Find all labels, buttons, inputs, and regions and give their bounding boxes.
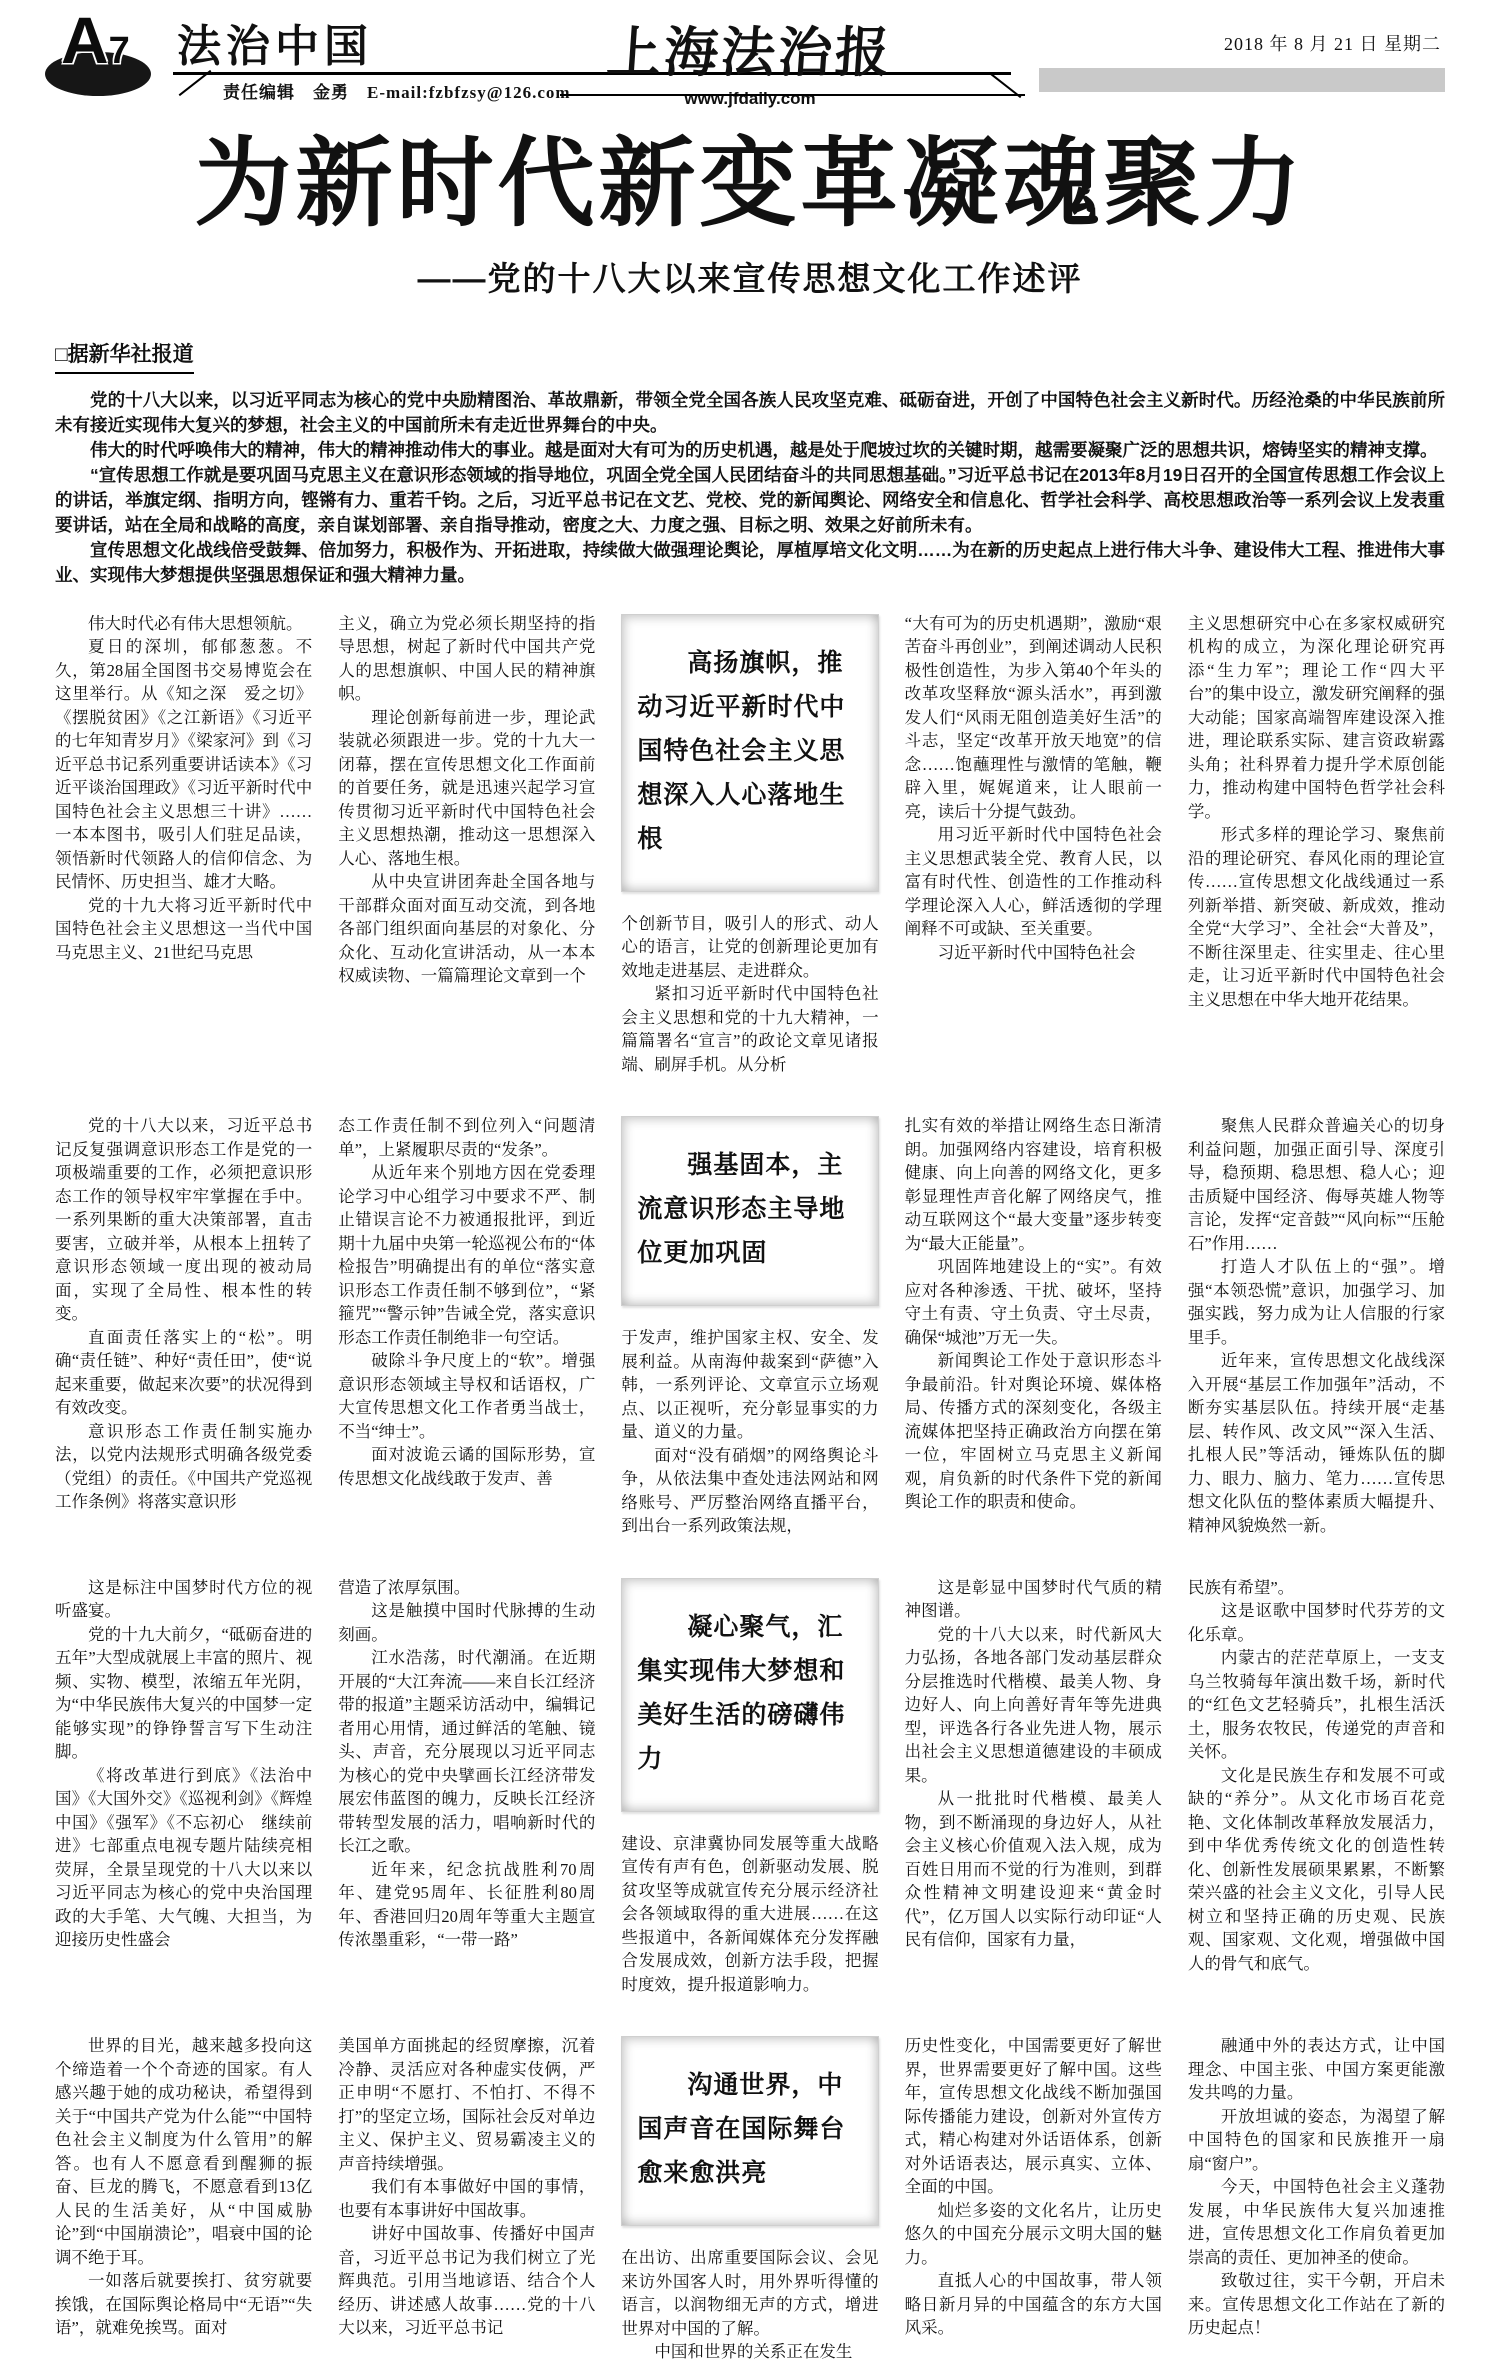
- body-paragraph: 江水浩荡，时代潮涌。在近期开展的“大江奔流——来自长江经济带的报道”主题采访活动中，编辑记者用心用情，通过鲜活的笔触、镜头、声音，充分展现以习近平同志为核心的党中央擘画长江经济带发展宏伟蓝图的魄力，反映长江经济带转型发展的活力，唱响新时代的长江之歌。: [338, 1648, 596, 1856]
- section-band: [55, 2034, 1445, 2364]
- masthead-rule: [560, 94, 1025, 96]
- body-paragraph: 中国和世界的关系正在发生: [654, 2342, 853, 2362]
- date-line: 2018 年 8 月 21 日 星期二: [1224, 34, 1441, 54]
- body-paragraph: 营造了浓厚氛围。: [338, 1577, 471, 1597]
- body-paragraph: 党的十八大以来，习近平总书记反复强调意识形态工作是党的一项极端重要的工作，必须把意识形态工作的领导权牢牢掌握在手中。一系列果断的重大决策部署，直击要害，立破并举，从根本上扭转了意识形态领域一度出现的被动局面，实现了全局性、根本性的转变。: [55, 1116, 313, 1324]
- body-paragraph: 用习近平新时代中国特色社会主义思想武装全党、教育人民，以富有时代性、创造性的工作推动科学理论深入人心，鲜活透彻的学理阐释不可或缺、至关重要。: [904, 825, 1162, 939]
- page-number: A7: [61, 3, 130, 77]
- column: [1188, 1114, 1445, 1538]
- news-source-label: □据新华社报道: [55, 338, 194, 374]
- source-wrap: [55, 338, 1445, 374]
- body-paragraph: 面对波诡云谲的国际形势，宣传思想文化战线敢于发声、善: [338, 1445, 596, 1488]
- lead-paragraph: “宣传思想工作就是要巩固马克思主义在意识形态领域的指导地位，巩固全党全国人民团结奋斗的共同思想基础。”习近平总书记在2013年8月19日召开的全国宣传思想工作会议上的讲话，举旗定纲、指明方向，铿锵有力、重若千钧。之后，习近平总书记在文艺、党校、党的新闻舆论、网络安全和信息化、哲学社会科学、高校思想政治等一系列会议上发表重要讲话，站在全局和战略的高度，亲自谋划部署、亲自指导推动，密度之大、力度之强、目标之明、效果之好前所未有。: [55, 464, 1445, 535]
- column: [621, 1114, 878, 1538]
- body-paragraph: 美国单方面挑起的经贸摩擦，沉着冷静、灵活应对各种虚实伎俩，严正申明“不愿打、不怕打、不得不打”的坚定立场，国际社会反对单边主义、保护主义、贸易霸凌主义的声音持续增强。: [338, 2036, 596, 2173]
- body-paragraph: 形式多样的理论学习、聚焦前沿的理论研究、春风化雨的理论宣传……宣传思想文化战线通过一系列新举措、新突破、新成效，推动全党“大学习”、全社会“大普及”，不断往深里走、往实里走、往心里走，让习近平新时代中国特色社会主义思想在中华大地开花结果。: [1187, 825, 1446, 1009]
- section-band: [55, 1576, 1445, 1997]
- body-paragraph: 灿烂多姿的文化名片，让历史悠久的中国充分展示文明大国的魅力。: [904, 2200, 1162, 2267]
- column: [338, 1114, 595, 1538]
- body-paragraph: 一如落后就要挨打、贫穷就要挨饿，在国际舆论格局中“无语”“失语”，就难免挨骂。面对: [55, 2271, 313, 2338]
- body-paragraph: 党的十九大将习近平新时代中国特色社会主义思想这一当代中国马克思主义、21世纪马克思: [55, 895, 313, 962]
- column: [1188, 1576, 1445, 1997]
- column: [905, 1114, 1162, 1538]
- section-heading-box: [621, 1578, 878, 1812]
- body-paragraph: 历史性变化，中国需要更好了解世界，世界需要更好了解中国。这些年，宣传思想文化战线不断加强国际传播能力建设，创新对外宣传方式，精心构建对外话语体系，创新对外话语表达，展示真实、立体、全面的中国。: [904, 2036, 1162, 2197]
- main-headline: 为新时代新变革凝魂聚力: [194, 129, 1306, 238]
- lead-paragraph: 党的十八大以来，以习近平同志为核心的党中央励精图治、革故鼎新，带领全党全国各族人民攻坚克难、砥砺奋进，开创了中国特色社会主义新时代。历经沧桑的中华民族前所未有接近实现伟大复兴的梦想，社会主义的中国前所未有走近世界舞台的中央。: [55, 389, 1445, 435]
- body-paragraph: 这是触摸中国时代脉搏的生动刻画。: [338, 1601, 596, 1644]
- body-paragraph: 这是彰显中国梦时代气质的精神图谱。: [904, 1577, 1162, 1621]
- page-header: [55, 3, 1445, 108]
- body-paragraph: 于发声，维护国家主权、安全、发展利益。从南海仲裁案到“萨德”入韩，一系列评论、文章宣示立场观点、以正视听，充分彰显事实的力量、道义的力量。: [621, 1328, 879, 1442]
- body-paragraph: 在出访、出席重要国际会议、会见来访外国客人时，用外界听得懂的语言，以润物细无声的方式，增进世界对中国的了解。: [621, 2248, 879, 2338]
- column: [338, 2034, 595, 2364]
- body-paragraph: 世界的目光，越来越多投向这个缔造着一个个奇迹的国家。有人感兴趣于她的成功秘诀，希望得到关于“中国共产党为什么能”“中国特色社会主义制度为什么管用”的解答。也有人不愿意看到醒狮的振奋、巨龙的腾飞，不愿意看到13亿人民的生活美好，从“中国威胁论”到“中国崩溃论”，唱衰中国的论调不绝于耳。: [55, 2036, 313, 2267]
- body-paragraph: 从近年来个别地方因在党委理论学习中心组学习中要求不严、制止错误言论不力被通报批评，到近期十九届中央第一轮巡视公布的“体检报告”明确提出有的单位“落实意识形态工作责任制不够到位”，“紧箍咒”“警示钟”告诫全党，落实意识形态工作责任制绝非一句空话。: [338, 1163, 596, 1347]
- body-paragraph: 今天，中国特色社会主义蓬勃发展，中华民族伟大复兴加速推进，宣传思想文化工作肩负着更加崇高的责任、更加神圣的使命。: [1187, 2177, 1446, 2267]
- lead-block: [55, 388, 1445, 588]
- body-paragraph: 主义，确立为党必须长期坚持的指导思想，树起了新时代中国共产党人的思想旗帜、中国人民的精神旗帜。: [338, 613, 596, 704]
- body-paragraph: 面对“没有硝烟”的网络舆论斗争，从依法集中查处违法网站和网络账号、严厉整治网络直播平台，到出台一系列政策法规，: [621, 1445, 879, 1536]
- body-paragraph: 从一批批时代楷模、最美人物，到不断涌现的身边好人，从社会主义核心价值观入法入规，成为百姓日用而不觉的行为准则，到群众性精神文明建设迎来“黄金时代”，亿万国人以实际行动印证“人民有信仰，国家有力量，: [904, 1789, 1162, 1950]
- body-paragraph: 从中央宣讲团奔赴全国各地与干部群众面对面互动交流，到各地各部门组织面向基层的对象化、分众化、互动化宣讲活动，从一本本权威读物、一篇篇理论文章到一个: [338, 872, 596, 986]
- section-heading: 沟通世界，中国声音在国际舞台愈来愈洪亮: [637, 2071, 846, 2188]
- body-paragraph: 内蒙古的茫茫草原上，一支支乌兰牧骑每年演出数千场，新时代的“红色文艺轻骑兵”，扎根生活沃土，服务农牧民，传递党的声音和关怀。: [1187, 1648, 1446, 1762]
- page-number-badge: [45, 3, 157, 98]
- column: [1188, 2034, 1445, 2364]
- section-heading: 凝心聚气，汇集实现伟大梦想和美好生活的磅礴伟力: [637, 1612, 846, 1773]
- body-paragraph: 紧扣习近平新时代中国特色社会主义思想和党的十九大精神，一篇篇署名“宣言”的政论文章见诸报端、刷屏手机。从分析: [621, 984, 879, 1074]
- section-title: 法治中国: [177, 22, 373, 71]
- body-paragraph: 聚焦人民群众普遍关心的切身利益问题，加强正面引导、深度引导，稳预期、稳思想、稳人心；迎击质疑中国经济、侮辱英雄人物等言论，发挥“定音鼓”“风向标”“压舱石”作用……: [1187, 1116, 1446, 1253]
- body-paragraph: 开放坦诚的姿态，为渴望了解中国特色的国家和民族推开一扇扇“窗户”。: [1187, 2106, 1446, 2173]
- lead-paragraph: 伟大的时代呼唤伟大的精神，伟大的精神推动伟大的事业。越是面对大有可为的历史机遇，越是处于爬坡过坎的关键时期，越需要凝聚广泛的思想共识，熔铸坚实的精神支撑。: [90, 439, 1438, 460]
- column: [621, 1576, 878, 1997]
- body-paragraph: 打造人才队伍上的“强”。增强“本领恐慌”意识，加强学习、加强实践，努力成为让人信服的行家里手。: [1187, 1257, 1446, 1347]
- sub-headline: ——党的十八大以来宣传思想文化工作述评: [417, 259, 1083, 297]
- body-paragraph: 习近平新时代中国特色社会: [937, 942, 1136, 962]
- body-paragraph: 这是讴歌中国梦时代芬芳的文化乐章。: [1187, 1601, 1446, 1644]
- body-paragraph: 我们有本事做好中国的事情，也要有本事讲好中国故事。: [338, 2177, 596, 2220]
- column: [55, 612, 312, 1077]
- body-paragraph: 扎实有效的举措让网络生态日渐清朗。加强网络内容建设，培育积极健康、向上向善的网络文化，更多彰显理性声音化解了网络戾气，推动互联网这个“最大变量”逐步转变为“最大正能量”。: [904, 1116, 1162, 1253]
- body-paragraph: 致敬过往，实干今朝，开启未来。宣传思想文化工作站在了新的历史起点！: [1187, 2271, 1446, 2338]
- column: [338, 612, 595, 1077]
- column: [621, 612, 878, 1077]
- section-heading: 强基固本，主流意识形态主导地位更加巩固: [637, 1151, 846, 1268]
- body-paragraph: 这是标注中国梦时代方位的视听盛宴。: [55, 1577, 313, 1621]
- article-body: [55, 612, 1445, 2364]
- body-paragraph: 主义思想研究中心在多家权威研究机构的成立，为深化理论研究再添“生力军”；理论工作“四大平台”的集中设立，激发研究阐释的强大动能；国家高端智库建设深入推进，理论联系实际、建言资政崭露头角；社科界着力提升学术原创能力，推动构建中国特色哲学社会科学。: [1187, 613, 1446, 821]
- column: [905, 1576, 1162, 1997]
- column: [905, 2034, 1162, 2364]
- body-paragraph: 《将改革进行到底》《法治中国》《大国外交》《巡视利剑》《辉煌中国》《强军》《不忘初心 继续前进》七部重点电视专题片陆续亮相荧屏，全景呈现党的十八大以来以习近平同志为核心的党中央治国理政的大手笔、大气魄、大担当，为迎接历史性盛会: [55, 1765, 313, 1950]
- body-paragraph: 夏日的深圳，郁郁葱葱。不久，第28届全国图书交易博览会在这里举行。从《知之深 爱之切》《摆脱贫困》《之江新语》《习近平的七年知青岁月》《梁家河》到《习近平总书记系列重要讲话读本》《习近平谈治国理政》《习近平新时代中国特色社会主义思想三十讲》……一本本图书，吸引人们驻足品读，领悟新时代领路人的信仰信念、为民情怀、历史担当、雄才大略。: [55, 637, 313, 892]
- masthead-logo: 上海法治报: [605, 20, 895, 84]
- section-heading-box: [621, 2036, 878, 2226]
- body-paragraph: 融通中外的表达方式，让中国理念、中国主张、中国方案更能激发共鸣的力量。: [1187, 2036, 1446, 2103]
- body-paragraph: 文化是民族生存和发展不可或缺的“养分”。从文化市场百花竞艳、文化体制改革释放发展活力，到中华优秀传统文化的创造性转化、创新性发展硕果累累，不断繁荣兴盛的社会主义文化，引导人民树立和坚持正确的历史观、民族观、国家观、文化观，增强做中国人的骨气和底气。: [1187, 1765, 1446, 1973]
- lead-paragraph: 宣传思想文化战线倍受鼓舞、倍加努力，积极作为、开拓进取，持续做大做强理论舆论，厚植厚培文化文明……为在新的历史起点上进行伟大斗争、建设伟大工程、推进伟大事业、实现伟大梦想提供坚强思想保证和强大精神力量。: [55, 539, 1445, 585]
- section-heading-box: [621, 614, 878, 892]
- body-paragraph: 直面责任落实上的“松”。明确“责任链”、种好“责任田”，使“说起来重要，做起来次要”的状况得到有效改变。: [55, 1327, 313, 1418]
- body-paragraph: 破除斗争尺度上的“软”。增强意识形态领域主导权和话语权，广大宣传思想文化工作者勇当战士，不当“绅士”。: [338, 1351, 596, 1441]
- body-paragraph: 直抵人心的中国故事，带人领略日新月异的中国蕴含的东方大国风采。: [904, 2271, 1162, 2338]
- column: [55, 1114, 312, 1538]
- section-heading-box: [621, 1116, 878, 1306]
- body-paragraph: 巩固阵地建设上的“实”。有效应对各种渗透、干扰、破坏，坚持守土有责、守土负责、守土尽责，确保“城池”万无一失。: [904, 1257, 1162, 1347]
- section-band: [55, 1114, 1445, 1538]
- body-paragraph: 伟大时代必有伟大思想领航。: [88, 613, 303, 633]
- section-band: [55, 612, 1445, 1077]
- body-paragraph: 理论创新每前进一步，理论武装就必须跟进一步。党的十九大一闭幕，摆在宣传思想文化工作面前的首要任务，就是迅速兴起学习宣传贯彻习近平新时代中国特色社会主义思想热潮，推动这一思想深入人心、落地生根。: [338, 707, 596, 868]
- column: [621, 2034, 878, 2364]
- body-paragraph: 近年来，宣传思想文化战线深入开展“基层工作加强年”活动，不断夯实基层队伍。持续开展“走基层、转作风、改文风”“深入生活、扎根人民”等活动，锤炼队伍的脚力、眼力、脑力、笔力……宣传思想文化队伍的整体素质大幅提升、精神风貌焕然一新。: [1187, 1351, 1446, 1535]
- body-paragraph: 态工作责任制不到位列入“问题清单”，上紧履职尽责的“发条”。: [338, 1116, 596, 1159]
- column: [55, 1576, 312, 1997]
- body-paragraph: 民族有希望”。: [1187, 1577, 1295, 1597]
- body-paragraph: “大有可为的历史机遇期”，激励“艰苦奋斗再创业”，到阐述调动人民积极性创造性，为步入第40个年头的改革攻坚释放“源头活水”，再到激发人们“风雨无阻创造美好生活”的斗志，坚定“改革开放天地宽”的信念……饱蘸理性与激情的笔触，鞭辟入里，娓娓道来，让人眼前一亮，读后十分提气鼓劲。: [904, 613, 1162, 821]
- editor-line: 责任编辑 金勇 E-mail:fzbfzsy@126.com: [223, 83, 571, 102]
- body-paragraph: 讲好中国故事、传播好中国声音，习近平总书记为我们树立了光辉典范。引用当地谚语、结合个人经历、讲述感人故事……党的十八大以来，习近平总书记: [338, 2224, 596, 2338]
- date-underbar: [1039, 68, 1445, 92]
- column: [905, 612, 1162, 1077]
- section-heading: 高扬旗帜，推动习近平新时代中国特色社会主义思想深入人心落地生根: [637, 648, 846, 853]
- body-paragraph: 党的十八大以来，时代新风大力弘扬，各地各部门发动基层群众分层推选时代楷模、最美人物、身边好人、向上向善好青年等先进典型，评选各行各业先进人物，展示出社会主义思想道德建设的丰硕成果。: [904, 1624, 1162, 1785]
- column: [338, 1576, 595, 1997]
- body-paragraph: 党的十九大前夕，“砥砺奋进的五年”大型成就展上丰富的照片、视频、实物、模型，浓缩五年光阴，为“中华民族伟大复兴的中国梦一定能够实现”的铮铮誓言写下生动注脚。: [55, 1624, 313, 1762]
- body-paragraph: 意识形态工作责任制实施办法，以党内法规形式明确各级党委（党组）的责任。《中国共产党巡视工作条例》将落实意识形: [55, 1421, 313, 1512]
- body-paragraph: 建设、京津冀协同发展等重大战略宣传有声有色，创新驱动发展、脱贫攻坚等成就宣传充分展示经济社会各领域取得的重大进展……在这些报道中，各新闻媒体充分发挥融合发展成效，创新方法手段，把握时度效，提升报道影响力。: [621, 1833, 879, 1994]
- column: [55, 2034, 312, 2364]
- body-paragraph: 个创新节目，吸引人的形式、动人心的语言，让党的创新理论更加有效地走进基层、走进群众。: [621, 913, 879, 980]
- body-paragraph: 新闻舆论工作处于意识形态斗争最前沿。针对舆论环境、媒体格局、传播方式的深刻变化，各级主流媒体把坚持正确政治方向摆在第一位，牢固树立马克思主义新闻观，肩负新的时代条件下党的新闻舆论工作的职责和使命。: [904, 1351, 1162, 1512]
- body-paragraph: 近年来，纪念抗战胜利70周年、建党95周年、长征胜利80周年、香港回归20周年等重大主题宣传浓墨重彩，“一带一路”: [338, 1859, 596, 1950]
- column: [1188, 612, 1445, 1077]
- website-url: www.jfdaily.com: [684, 89, 816, 108]
